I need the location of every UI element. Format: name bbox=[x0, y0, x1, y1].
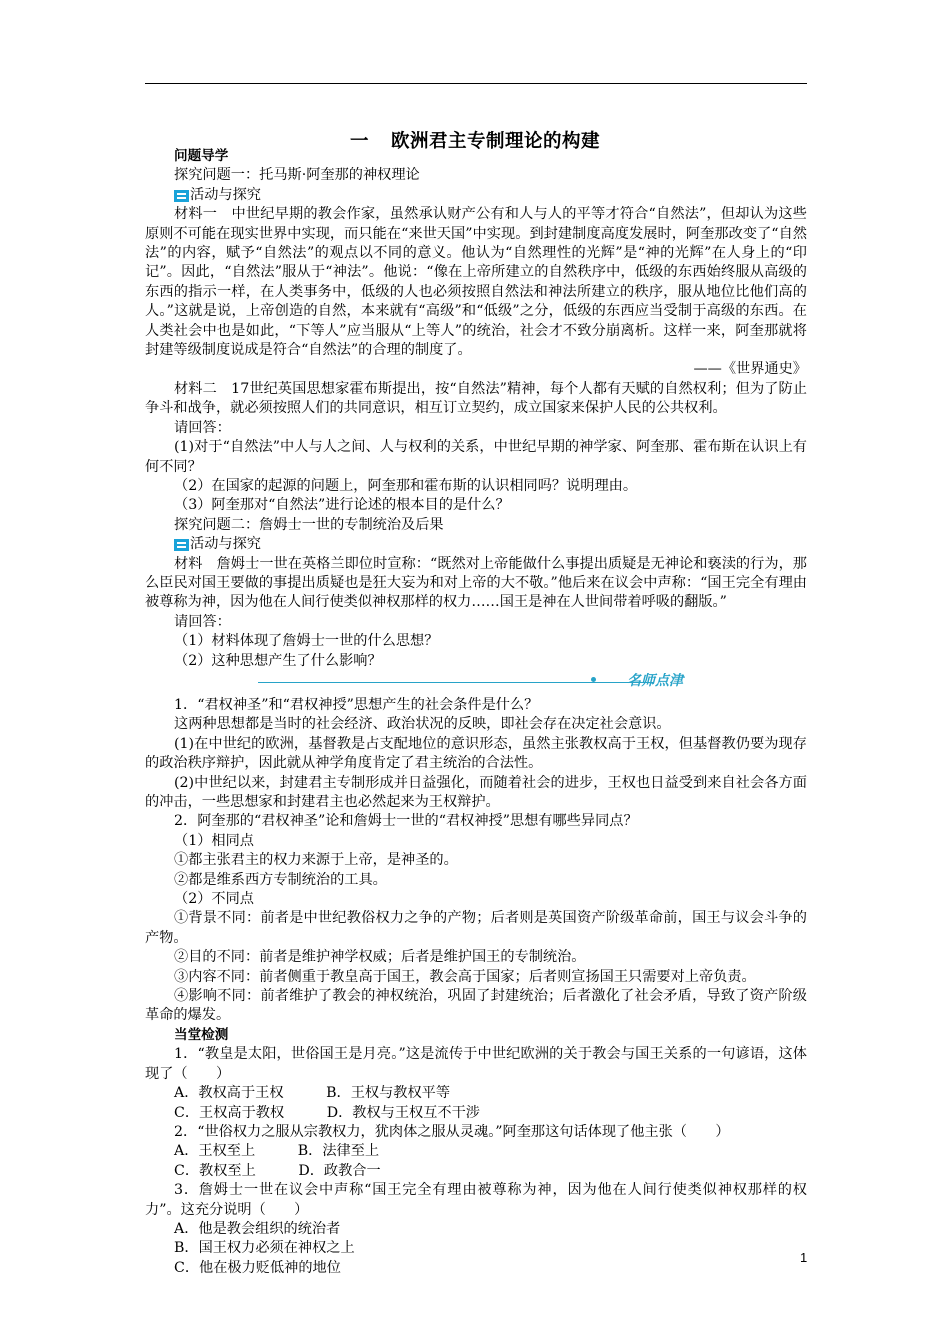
tip-2-diff-heading: （2）不同点 bbox=[174, 891, 254, 908]
check-question-2: 2．“世俗权力之服从宗教权力，犹肉体之服从灵魂。”阿奎那这句话体现了他主张（ ） bbox=[174, 1123, 730, 1140]
activity-header-1 bbox=[145, 186, 807, 205]
question-2-2: （2）这种思想产生了什么影响？ bbox=[174, 652, 382, 669]
question-one-title: 探究问题一：托马斯·阿奎那的神权理论 bbox=[174, 167, 420, 184]
tip-2-diff-3: ③内容不同：前者侧重于教皇高于国王，教会高于国家；后者则宣扬国王只需要对上帝负责。 bbox=[174, 968, 756, 985]
question-1-1: (1)对于“自然法”中人与人之间、人与权利的关系，中世纪早期的神学家、阿奎那、霍布斯在认识上有何不同？ bbox=[145, 439, 807, 475]
question-2-1: （1）材料体现了詹姆士一世的什么思想？ bbox=[174, 633, 439, 650]
check-1-options-ab: A．教权高于王权 B．王权与教权平等 bbox=[174, 1085, 451, 1102]
document-body bbox=[145, 147, 807, 1278]
tip-1-question: 1．“君权神圣”和“君权神授”思想产生的社会条件是什么？ bbox=[174, 696, 539, 713]
tip-2-diff-1: ①背景不同：前者是中世纪教俗权力之争的产物；后者则是英国资产阶级革命前，国王与议会斗争的产物。 bbox=[145, 910, 807, 946]
check-heading: 当堂检测 bbox=[174, 1026, 229, 1043]
header-rule bbox=[145, 83, 807, 84]
title-number: 一 bbox=[349, 131, 369, 152]
arrow-icon bbox=[174, 190, 189, 202]
page-number: 1 bbox=[800, 1250, 808, 1265]
check-2-options-ab: A．王权至上 B．法律至上 bbox=[174, 1143, 380, 1160]
teacher-tips-divider bbox=[145, 673, 807, 692]
question-1-3: （3）阿奎那对“自然法”进行论述的根本目的是什么？ bbox=[174, 497, 510, 514]
tip-1-answer-b: (1)在中世纪的欧洲，基督教是占支配地位的意识形态，虽然主张教权高于王权，但基督教仍要为现存的政治秩序辩护，因此就从神学角度肯定了君主统治的合法性。 bbox=[145, 735, 807, 772]
tip-2-same-heading: （1）相同点 bbox=[174, 832, 254, 849]
arrow-icon bbox=[174, 539, 189, 551]
teacher-tips-label: 名师点津 bbox=[627, 672, 683, 689]
check-question-3: 3．詹姆士一世在议会中声称“国王完全有理由被尊称为神，因为他在人间行使类似神权那样的权力”。这充分说明（ ） bbox=[145, 1182, 807, 1218]
tip-1-answer-c: (2)中世纪以来，封建君主专制形成并日益强化，而随着社会的进步，王权也日益受到来自社会各方面的冲击，一些思想家和封建君主也必然起来为王权辩护。 bbox=[145, 774, 807, 810]
activity-header-2 bbox=[145, 535, 807, 554]
check-1-options-cd: C．王权高于教权 D．教权与王权互不干涉 bbox=[174, 1104, 480, 1121]
check-question-1: 1．“教皇是太阳，世俗国王是月亮。”这是流传于中世纪欧洲的关于教会与国王关系的一句谚语，这体现了（ ） bbox=[145, 1046, 807, 1082]
check-2-options-cd: C．教权至上 D．政教合一 bbox=[174, 1162, 381, 1179]
material-three: 材料 詹姆士一世在英格兰即位时宣称：“既然对上帝能做什么事提出质疑是无神论和亵渎的行为，那么臣民对国王要做的事提出质疑也是狂大妄为和对上帝的大不敬。”他后来在议会中声称：“国王完全有理由被尊称为神，因为他在人间行使类似神权那样的权力……国王是神在人世间带着呼吸的翻版。” bbox=[145, 555, 807, 611]
tip-2-same-1: ①都主张君主的权力来源于上帝，是神圣的。 bbox=[174, 852, 458, 869]
divider-dot bbox=[591, 677, 596, 682]
question-1-2: （2）在国家的起源的问题上，阿奎那和霍布斯的认识相同吗？说明理由。 bbox=[174, 477, 638, 494]
guide-heading: 问题导学 bbox=[174, 148, 229, 164]
tip-2-diff-2: ②目的不同：前者是维护神学权威；后者是维护国王的专制统治。 bbox=[174, 949, 586, 966]
divider-line bbox=[258, 682, 653, 683]
check-3-option-b: B．国王权力必须在神权之上 bbox=[174, 1240, 355, 1257]
ask-label: 请回答： bbox=[174, 419, 231, 436]
activity-label: 活动与探究 bbox=[190, 186, 261, 203]
tip-2-question: 2．阿奎那的“君权神圣”论和詹姆士一世的“君权神授”思想有哪些异同点？ bbox=[174, 813, 638, 830]
tip-2-diff-4: ④影响不同：前者维护了教会的神权统治，巩固了封建统治；后者激化了社会矛盾，导致了资产阶级革命的爆发。 bbox=[145, 988, 807, 1024]
check-3-option-c: C．他在极力贬低神的地位 bbox=[174, 1259, 341, 1276]
material-one: 材料一 中世纪早期的教会作家，虽然承认财产公有和人与人的平等才符合“自然法”，但却认为这些原则不可能在现实世界中实现，而只能在“来世天国”中实现。到封建制度高度发展时，阿奎那改变了“自然法”的内容，赋予“自然法”的观点以不同的意义。他认为“自然理性的光辉”是“神的光辉”在人身上的“印记”。因此，“自然法”服从于“神法”。他说：“像在上帝所建立的自然秩序中，低级的东西始终服从高级的东西的指示一样，在人类事务中，低级的人也必须按照自然法和神法所建立的秩序，服从地位比他们高的人。”这就是说，上帝创造的自然，本来就有“高级”和“低级”之分，低级的东西应当受制于高级的东西。在人类社会中也是如此，“下等人”应当服从“上等人”的统治，社会才不致分崩离析。这样一来，阿奎那就将封建等级制度说成是符合“自然法”的合理的制度了。 bbox=[145, 206, 807, 359]
tip-1-answer-a: 这两种思想都是当时的社会经济、政治状况的反映，即社会存在决定社会意识。 bbox=[174, 716, 671, 733]
tip-2-same-2: ②都是维系西方专制统治的工具。 bbox=[174, 871, 387, 888]
ask-label-2: 请回答： bbox=[174, 613, 231, 630]
question-two-title: 探究问题二：詹姆士一世的专制统治及后果 bbox=[174, 516, 444, 533]
check-3-option-a: A．他是教会组织的统治者 bbox=[174, 1220, 341, 1237]
material-one-source: ——《世界通史》 bbox=[693, 361, 807, 378]
material-two: 材料二 17世纪英国思想家霍布斯提出，按“自然法”精神，每个人都有天赋的自然权利；但为了防止争斗和战争，就必须按照人们的共同意识，相互订立契约，成立国家来保护人民的公共权利。 bbox=[145, 380, 807, 417]
activity-label: 活动与探究 bbox=[190, 536, 261, 553]
title-text: 欧洲君主专制理论的构建 bbox=[391, 131, 601, 152]
